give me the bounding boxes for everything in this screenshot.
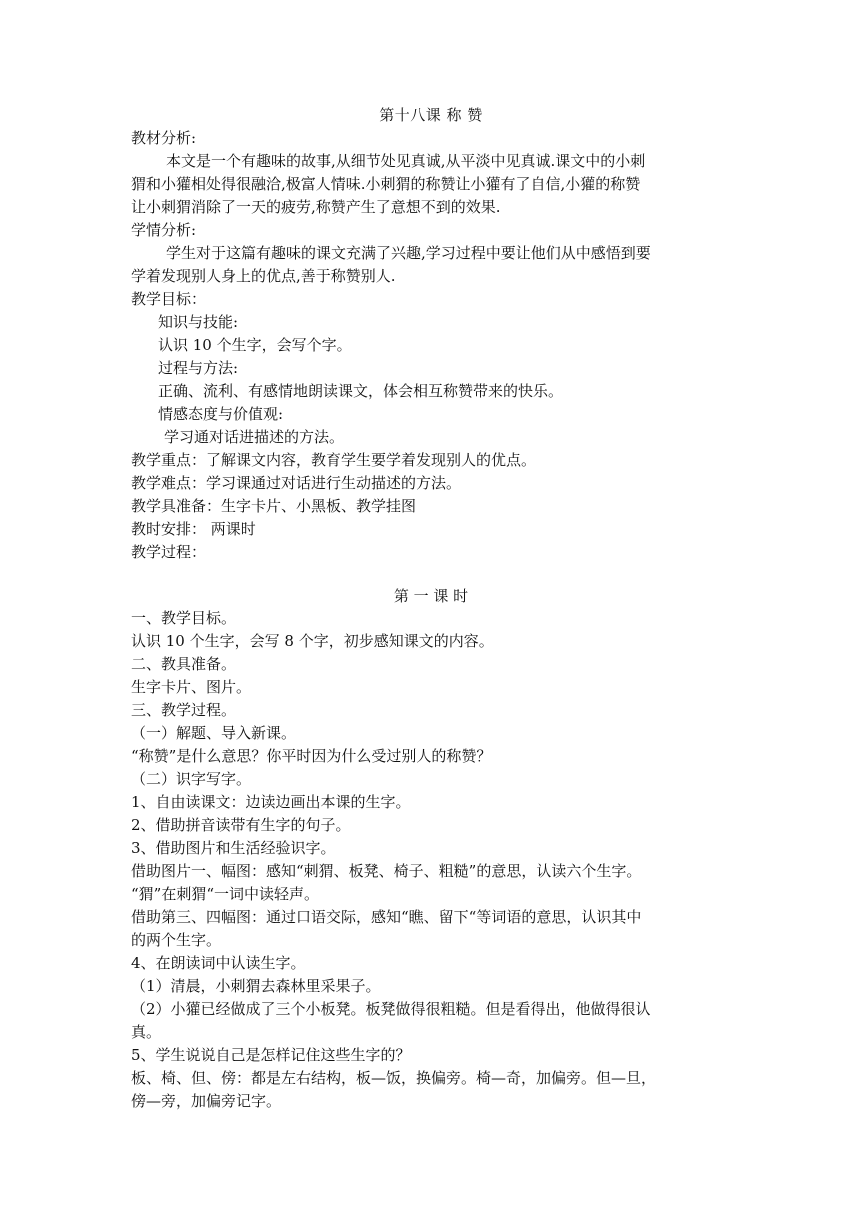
lesson-line: 真。	[131, 1023, 162, 1041]
lesson-line: 1、自由读课文：边读边画出本课的生字。	[131, 793, 411, 811]
goal-item: 学习通对话进描述的方法。	[164, 428, 345, 446]
lesson-line: 5、学生说说自己是怎样记住这些生字的？	[131, 1046, 411, 1064]
goal-item: 知识与技能:	[158, 313, 239, 331]
lesson-line: “猬”在刺猬“一词中读轻声。	[131, 885, 320, 903]
page-title: 第十八课 称 赞	[379, 106, 483, 124]
lesson-line: （一）解题、导入新课。	[131, 724, 297, 742]
lesson-line: 借助第三、四幅图：通过口语交际，感知“瞧、留下“等词语的意思，认识其中	[131, 908, 642, 926]
lesson-line: 借助图片一、幅图：感知“刺猬、板凳、椅子、粗糙”的意思，认读六个生字。	[131, 862, 642, 880]
student-analysis-heading: 学情分析:	[131, 221, 197, 239]
lesson-line: （2）小獾已经做成了三个小板凳。板凳做得很粗糙。但是看得出，他做得很认	[131, 1000, 651, 1018]
paragraph-line: 学生对于这篇有趣味的课文充满了兴趣,学习过程中要让他们从中感悟到要	[166, 244, 651, 262]
lesson-line: （二）识字写字。	[131, 770, 252, 788]
difficulties: 教学难点：学习课通过对话进行生动描述的方法。	[131, 474, 462, 492]
lesson-line: 生字卡片、图片。	[131, 678, 252, 696]
lesson-line: 三、教学过程。	[131, 701, 237, 719]
lesson-line: 3、借助图片和生活经验识字。	[131, 839, 336, 857]
schedule: 教时安排： 两课时	[131, 520, 256, 538]
goal-item: 认识 10 个生字，会写个字。	[158, 336, 352, 354]
lesson-line: 的两个生字。	[131, 931, 222, 949]
lesson-line: （1）清晨，小刺猬去森林里采果子。	[131, 977, 381, 995]
goal-item: 过程与方法:	[158, 359, 239, 377]
lesson-line: 板、椅、但、傍：都是左右结构，板—饭，换偏旁。椅—奇，加偏旁。但—旦，	[131, 1069, 657, 1087]
lesson-title: 第 一 课 时	[393, 587, 469, 605]
paragraph-line: 学着发现别人身上的优点,善于称赞别人.	[131, 267, 396, 285]
lesson-line: “称赞”是什么意思？你平时因为什么受过别人的称赞？	[131, 747, 492, 765]
process-heading: 教学过程：	[131, 543, 207, 561]
lesson-line: 傍—旁，加偏旁记字。	[131, 1092, 282, 1110]
goal-item: 正确、流利、有感情地朗读课文，体会相互称赞带来的快乐。	[158, 382, 564, 400]
teaching-goals-heading: 教学目标：	[131, 290, 207, 308]
paragraph-line: 猬和小獾相处得很融洽,极富人情味.小刺猬的称赞让小獾有了自信,小獾的称赞	[131, 175, 641, 193]
preparation: 教学具准备：生字卡片、小黑板、教学挂图	[131, 497, 417, 515]
lesson-line: 2、借助拼音读带有生字的句子。	[131, 816, 351, 834]
lesson-line: 4、在朗读词中认读生字。	[131, 954, 306, 972]
lesson-line: 认识 10 个生字，会写 8 个字，初步感知课文的内容。	[131, 632, 494, 650]
goal-item: 情感态度与价值观:	[158, 405, 284, 423]
textbook-analysis-heading: 教材分析:	[131, 129, 197, 147]
lesson-line: 二、教具准备。	[131, 655, 237, 673]
paragraph-line: 本文是一个有趣味的故事,从细节处见真诚,从平淡中见真诚.课文中的小刺	[166, 152, 646, 170]
key-points: 教学重点：了解课文内容，教育学生要学着发现别人的优点。	[131, 451, 537, 469]
lesson-line: 一、教学目标。	[131, 609, 237, 627]
paragraph-line: 让小刺猬消除了一天的疲劳,称赞产生了意想不到的效果.	[131, 198, 501, 216]
